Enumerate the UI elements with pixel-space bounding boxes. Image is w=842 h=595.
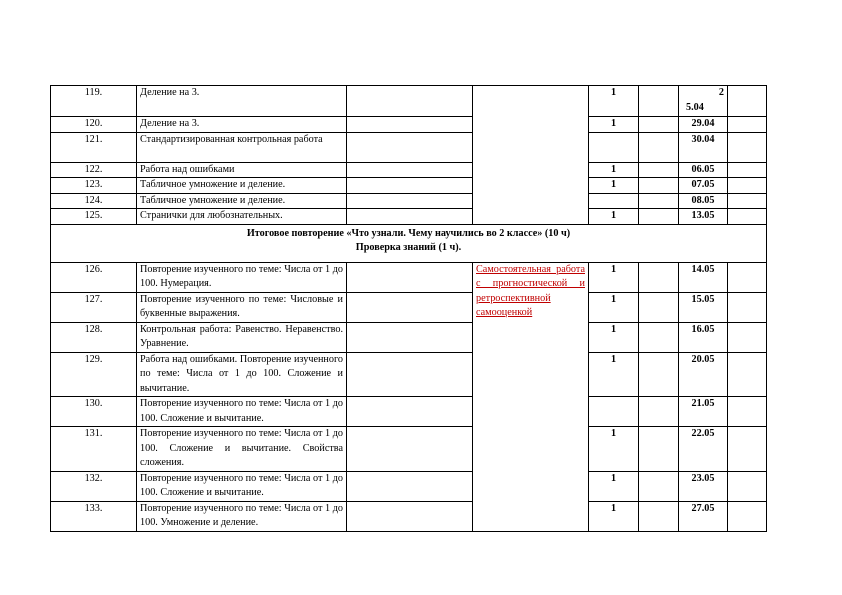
lesson-hours: 1	[589, 262, 639, 292]
fact-date	[728, 178, 767, 194]
empty-cell	[347, 292, 473, 322]
empty-cell	[639, 471, 679, 501]
lesson-hours: 1	[589, 322, 639, 352]
lesson-number: 122.	[51, 162, 137, 178]
lesson-hours: 1	[589, 427, 639, 472]
empty-cell	[639, 193, 679, 209]
lesson-number: 124.	[51, 193, 137, 209]
empty-cell	[639, 352, 679, 397]
fact-date	[728, 427, 767, 472]
lesson-number: 121.	[51, 132, 137, 162]
lesson-topic: Работа над ошибками	[137, 162, 347, 178]
table-body-bottom	[51, 262, 767, 531]
empty-cell	[347, 262, 473, 292]
empty-cell	[347, 427, 473, 472]
lesson-date: 15.05	[679, 292, 728, 322]
table-row	[51, 292, 767, 322]
date-top-digit: 2	[718, 87, 724, 98]
lesson-number: 127.	[51, 292, 137, 322]
table-row	[51, 178, 767, 194]
lesson-number: 129.	[51, 352, 137, 397]
empty-cell	[347, 193, 473, 209]
empty-cell	[347, 352, 473, 397]
lesson-hours: 1	[589, 352, 639, 397]
lesson-date: 14.05	[679, 262, 728, 292]
lesson-topic: Деление на 3.	[137, 86, 347, 117]
lesson-date: 16.05	[679, 322, 728, 352]
fact-date	[728, 132, 767, 162]
lesson-date: 21.05	[679, 397, 728, 427]
table-row	[51, 427, 767, 472]
control-form-link[interactable]: Самостоятельная работа с прогностической и ретроспективной самооценкой	[476, 263, 585, 318]
empty-cell	[639, 178, 679, 194]
lesson-number: 126.	[51, 262, 137, 292]
lesson-date: 22.05	[679, 427, 728, 472]
date-value: 5.04	[686, 101, 704, 113]
lesson-number: 130.	[51, 397, 137, 427]
lesson-topic: Табличное умножение и деление.	[137, 178, 347, 194]
lesson-hours: 1	[589, 501, 639, 531]
table-row	[51, 397, 767, 427]
table-row	[51, 162, 767, 178]
section-title: Итоговое повторение «Что узнали. Чему научились во 2 классе» (10 ч)	[246, 227, 571, 239]
lesson-date	[679, 86, 728, 117]
empty-cell	[639, 397, 679, 427]
lesson-topic: Стандартизированная контрольная работа	[137, 132, 347, 162]
lesson-date: 20.05	[679, 352, 728, 397]
lesson-topic: Контрольная работа: Равенство. Неравенство. Уравнение.	[137, 322, 347, 352]
table-row	[51, 117, 767, 133]
empty-cell	[347, 86, 473, 117]
lesson-topic: Повторение изученного по теме: Числа от 1 до 100. Нумерация.	[137, 262, 347, 292]
table-row	[51, 132, 767, 162]
fact-date	[728, 117, 767, 133]
empty-cell	[347, 209, 473, 225]
lesson-hours: 1	[589, 471, 639, 501]
empty-cell	[347, 132, 473, 162]
table-row	[51, 86, 767, 117]
empty-cell	[639, 86, 679, 117]
control-form-cell	[473, 262, 589, 531]
lesson-hours: 1	[589, 178, 639, 194]
lesson-hours: 1	[589, 292, 639, 322]
lesson-hours	[589, 397, 639, 427]
fact-date	[728, 292, 767, 322]
fact-date	[728, 397, 767, 427]
lesson-hours: 1	[589, 86, 639, 117]
table-section	[51, 224, 767, 262]
lesson-plan-table	[50, 85, 767, 532]
empty-cell	[639, 501, 679, 531]
lesson-number: 133.	[51, 501, 137, 531]
empty-cell	[639, 117, 679, 133]
lesson-topic: Повторение изученного по теме: Числа от 1 до 100. Умножение и деление.	[137, 501, 347, 531]
empty-cell	[639, 322, 679, 352]
empty-cell	[347, 471, 473, 501]
control-form-cell	[473, 86, 589, 225]
lesson-number: 131.	[51, 427, 137, 472]
empty-cell	[639, 292, 679, 322]
lesson-date: 23.05	[679, 471, 728, 501]
lesson-number: 125.	[51, 209, 137, 225]
lesson-topic: Работа над ошибками. Повторение изученного по теме: Числа от 1 до 100. Сложение и вычитание.	[137, 352, 347, 397]
lesson-hours: 1	[589, 117, 639, 133]
fact-date	[728, 501, 767, 531]
table-row	[51, 471, 767, 501]
fact-date	[728, 352, 767, 397]
lesson-topic: Повторение изученного по теме: Числовые и буквенные выражения.	[137, 292, 347, 322]
empty-cell	[347, 322, 473, 352]
lesson-date: 07.05	[679, 178, 728, 194]
section-header	[51, 224, 767, 262]
empty-cell	[347, 397, 473, 427]
lesson-number: 119.	[51, 86, 137, 117]
lesson-date: 29.04	[679, 117, 728, 133]
lesson-number: 120.	[51, 117, 137, 133]
fact-date	[728, 193, 767, 209]
table-row	[51, 262, 767, 292]
lesson-topic: Табличное умножение и деление.	[137, 193, 347, 209]
fact-date	[728, 471, 767, 501]
empty-cell	[639, 209, 679, 225]
table-row	[51, 193, 767, 209]
fact-date	[728, 209, 767, 225]
empty-cell	[639, 262, 679, 292]
lesson-hours: 1	[589, 209, 639, 225]
fact-date	[728, 262, 767, 292]
lesson-date: 06.05	[679, 162, 728, 178]
table-row	[51, 322, 767, 352]
lesson-topic: Повторение изученного по теме: Числа от 1 до 100. Сложение и вычитание.	[137, 471, 347, 501]
lesson-date: 13.05	[679, 209, 728, 225]
table-row	[51, 501, 767, 531]
lesson-hours	[589, 193, 639, 209]
lesson-date: 27.05	[679, 501, 728, 531]
lesson-topic: Деление на 3.	[137, 117, 347, 133]
fact-date	[728, 86, 767, 117]
table-row	[51, 209, 767, 225]
lesson-hours	[589, 132, 639, 162]
fact-date	[728, 162, 767, 178]
lesson-number: 123.	[51, 178, 137, 194]
lesson-hours: 1	[589, 162, 639, 178]
table-row	[51, 352, 767, 397]
empty-cell	[639, 162, 679, 178]
empty-cell	[347, 501, 473, 531]
lesson-number: 128.	[51, 322, 137, 352]
lesson-topic: Странички для любознательных.	[137, 209, 347, 225]
section-subtitle: Проверка знаний (1 ч).	[355, 242, 462, 253]
lesson-number: 132.	[51, 471, 137, 501]
lesson-date: 08.05	[679, 193, 728, 209]
empty-cell	[347, 117, 473, 133]
empty-cell	[639, 132, 679, 162]
fact-date	[728, 322, 767, 352]
lesson-topic: Повторение изученного по теме: Числа от 1 до 100. Сложение и вычитание.	[137, 397, 347, 427]
empty-cell	[347, 178, 473, 194]
table-body-top	[51, 86, 767, 225]
lesson-date: 30.04	[679, 132, 728, 162]
empty-cell	[639, 427, 679, 472]
empty-cell	[347, 162, 473, 178]
lesson-topic: Повторение изученного по теме: Числа от 1 до 100. Сложение и вычитание. Свойства сложения.	[137, 427, 347, 472]
